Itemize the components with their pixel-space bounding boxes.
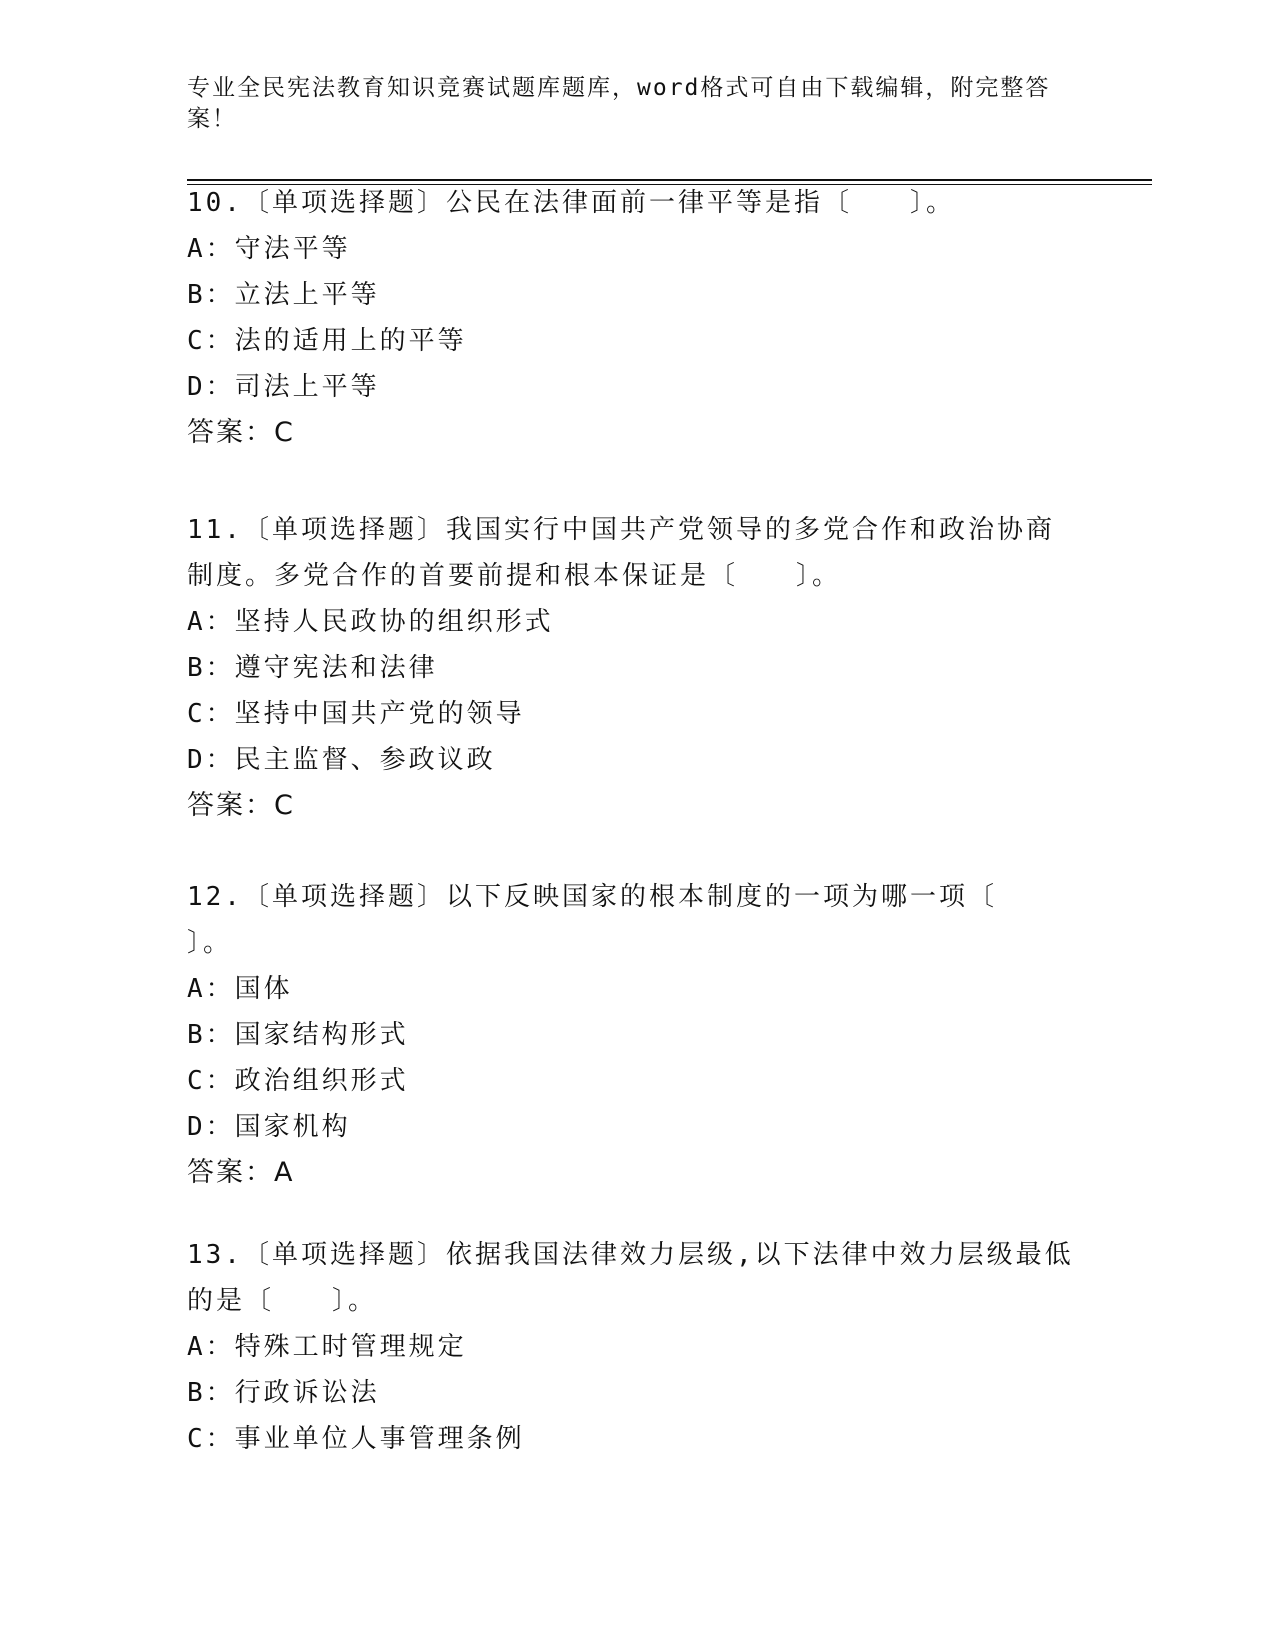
answer: 答案：C [187, 790, 295, 821]
option-a: A：守法平等 [187, 234, 351, 264]
option-d: D：司法上平等 [187, 372, 380, 402]
option-d: D：民主监督、参政议政 [187, 745, 496, 775]
question-stem: 12.〔单项选择题〕以下反映国家的根本制度的一项为哪一项〔 〕。 [187, 882, 1055, 958]
option-a: A：特殊工时管理规定 [187, 1332, 467, 1362]
option-b: B：遵守宪法和法律 [187, 653, 438, 683]
option-c: C：政治组织形式 [187, 1066, 409, 1096]
question-10 [187, 180, 1077, 456]
option-c: C：事业单位人事管理条例 [187, 1424, 525, 1454]
option-b: B：行政诉讼法 [187, 1378, 380, 1408]
option-d: D：国家机构 [187, 1112, 351, 1142]
page-header: 专业全民宪法教育知识竞赛试题库题库，word格式可自由下载编辑，附完整答案！ [187, 75, 1051, 132]
option-c: C：坚持中国共产党的领导 [187, 699, 525, 729]
question-stem: 13.〔单项选择题〕依据我国法律效力层级,以下法律中效力层级最低的是〔 〕。 [187, 1240, 1074, 1316]
option-a: A：坚持人民政协的组织形式 [187, 607, 554, 637]
question-13 [187, 1232, 1077, 1462]
question-11 [187, 507, 1077, 829]
answer: 答案：C [187, 417, 295, 448]
option-b: B：立法上平等 [187, 280, 380, 310]
question-stem: 11.〔单项选择题〕我国实行中国共产党领导的多党合作和政治协商制度。多党合作的首要前提和根本保证是〔 〕。 [187, 515, 1055, 591]
option-a: A：国体 [187, 974, 293, 1004]
option-c: C：法的适用上的平等 [187, 326, 467, 356]
question-stem: 10.〔单项选择题〕公民在法律面前一律平等是指〔 〕。 [187, 188, 955, 218]
option-b: B：国家结构形式 [187, 1020, 409, 1050]
answer: 答案：A [187, 1157, 295, 1188]
question-12 [187, 874, 1077, 1196]
